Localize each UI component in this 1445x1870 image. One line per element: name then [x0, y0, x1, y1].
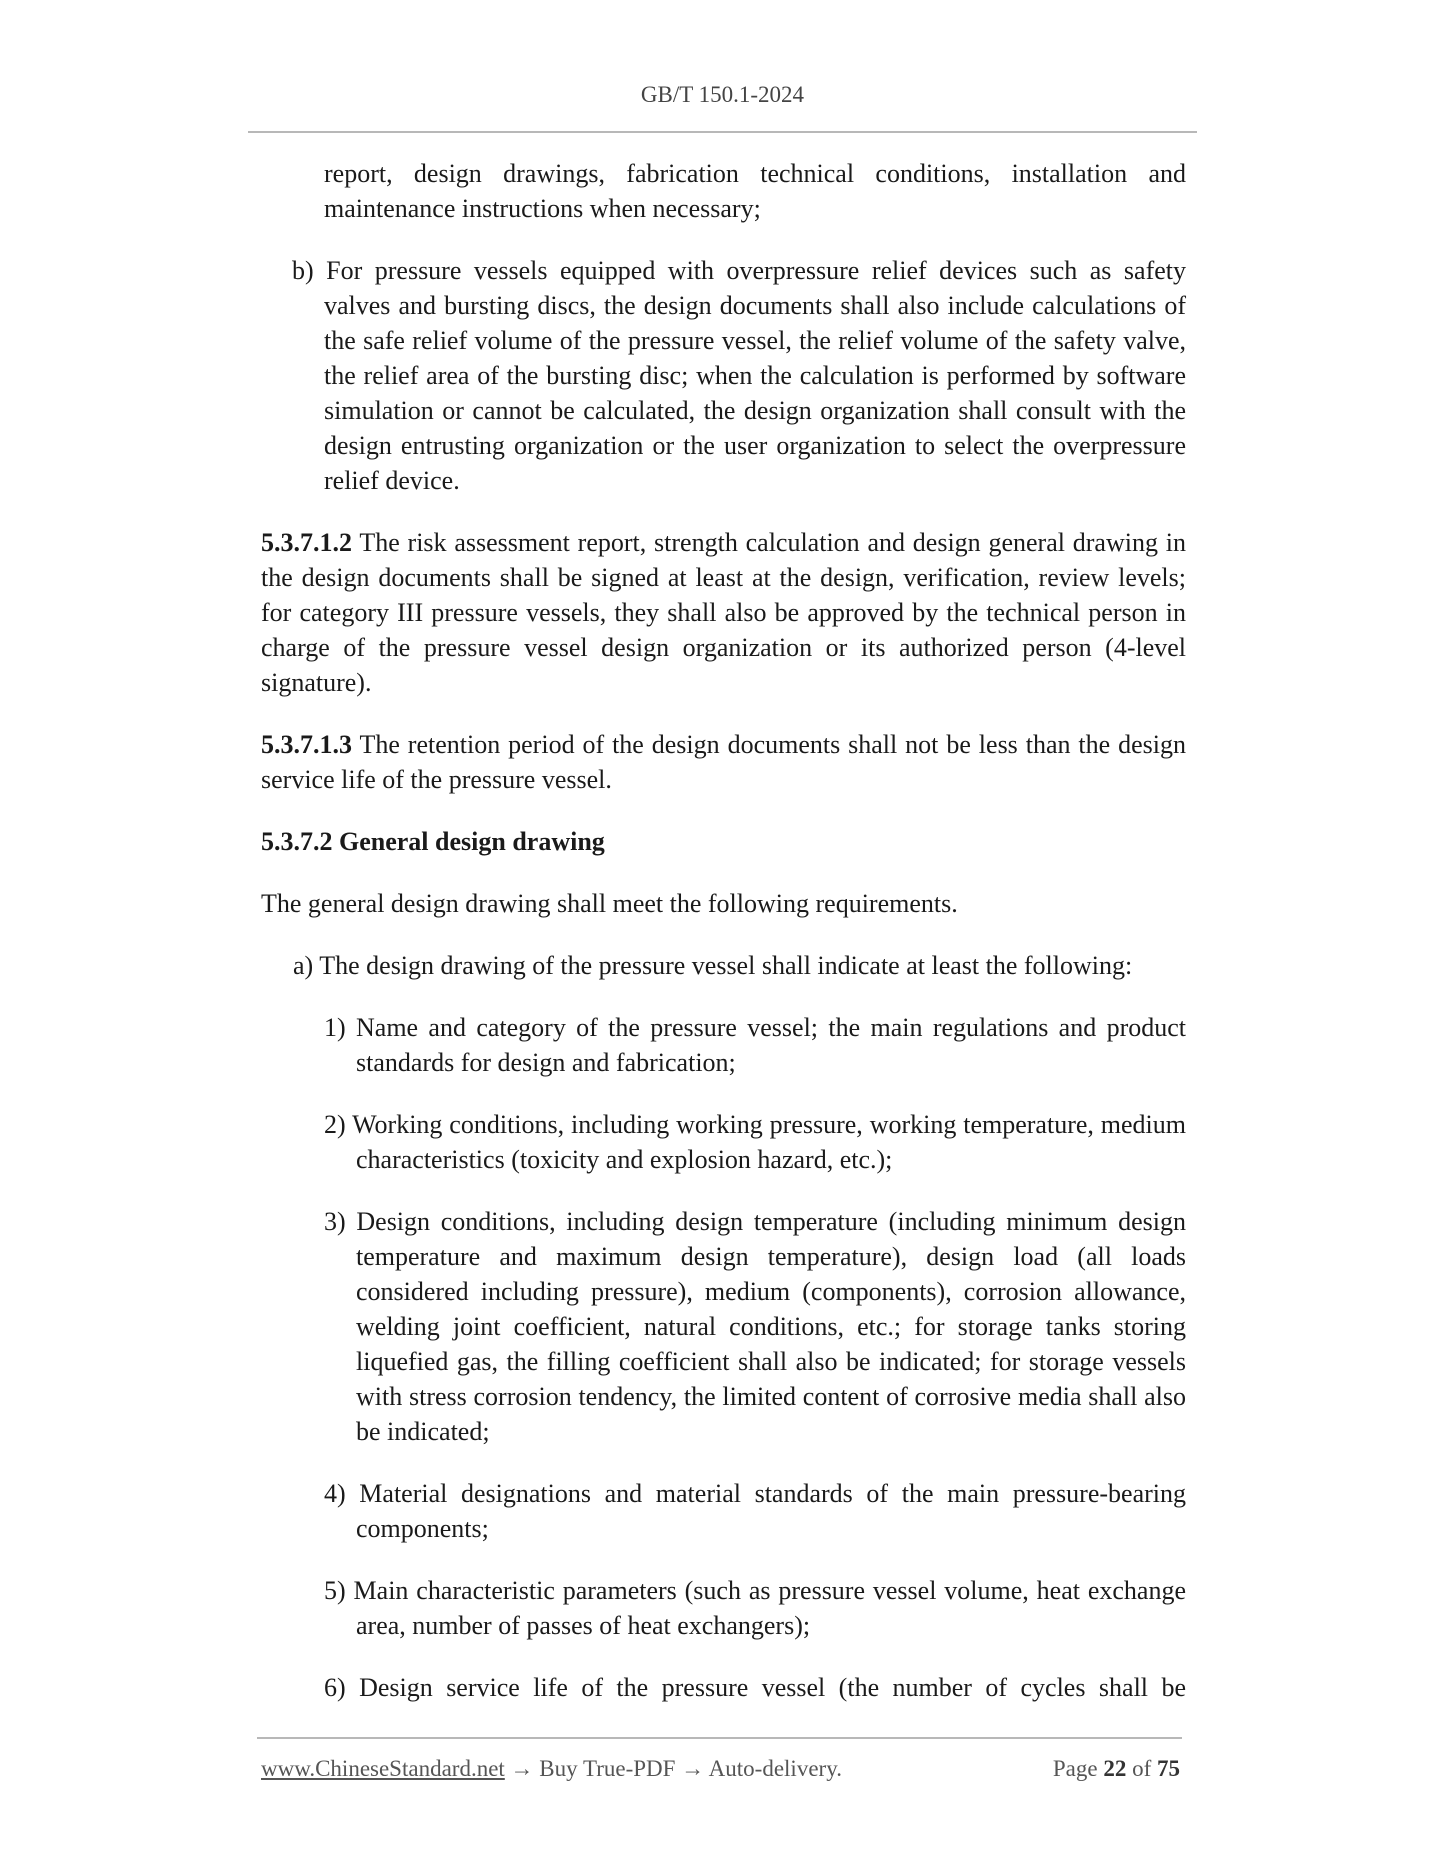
auto-delivery-text: Auto-delivery. — [708, 1756, 842, 1781]
of-label: of — [1132, 1756, 1152, 1781]
numbered-item-6: 6) Design service life of the pressure vessel (the number of cycles shall be — [324, 1673, 1186, 1702]
page-label: Page — [1052, 1756, 1098, 1781]
section-heading: 5.3.7.2 General design drawing — [261, 827, 605, 856]
clause-text: The risk assessment report, strength calculation and design general drawing in the design documents shall be signed at least at the design, verification, review levels; for category III pressure vessels, they shall also be approved by the technical person in charge of the pressure vessel design organization or its authorized person (4-level signature). — [261, 528, 1186, 697]
clause-number: 5.3.7.1.2 — [261, 528, 352, 557]
total-pages: 75 — [1157, 1756, 1180, 1781]
page-number — [1053, 1756, 1180, 1782]
header-divider — [248, 131, 1197, 133]
footer-divider — [257, 1737, 1182, 1739]
clause-5-3-7-1-2 — [261, 525, 1186, 700]
clause-5-3-7-1-3 — [261, 727, 1186, 797]
clause-text: The retention period of the design documents shall not be less than the design service life of the pressure vessel. — [261, 730, 1186, 794]
numbered-item-1: 1) Name and category of the pressure vessel; the main regulations and product standards for design and fabrication; — [324, 1013, 1186, 1077]
continuation-paragraph: report, design drawings, fabrication technical conditions, installation and maintenance instructions when necessary; — [324, 159, 1186, 223]
footer-promo — [261, 1756, 842, 1782]
numbered-item-3: 3) Design conditions, including design temperature (including minimum design temperature and maximum design temperature), design load (all loads considered including pressure), medium (components), corrosion allowance, welding joint coefficient, natural conditions, etc.; for storage tanks storing liquefied gas, the filling coefficient shall also be indicated; for storage vessels with stress corrosion tendency, the limited content of corrosive media shall also be indicated; — [324, 1207, 1186, 1446]
list-item-a: a) The design drawing of the pressure vessel shall indicate at least the following: — [293, 951, 1133, 980]
document-body — [261, 156, 1186, 1732]
page-header-title: GB/T 150.1-2024 — [640, 82, 805, 107]
clause-number: 5.3.7.1.3 — [261, 730, 352, 759]
numbered-item-2: 2) Working conditions, including working pressure, working temperature, medium characteristics (toxicity and explosion hazard, etc.); — [324, 1110, 1186, 1174]
numbered-item-5: 5) Main characteristic parameters (such as pressure vessel volume, heat exchange area, number of passes of heat exchangers); — [324, 1576, 1186, 1640]
intro-paragraph: The general design drawing shall meet the following requirements. — [261, 889, 958, 918]
numbered-item-4: 4) Material designations and material standards of the main pressure-bearing components; — [324, 1479, 1186, 1543]
arrow-right-icon: → — [681, 1756, 705, 1781]
current-page: 22 — [1103, 1756, 1127, 1781]
arrow-right-icon: → — [510, 1756, 534, 1781]
website-link[interactable]: www.ChineseStandard.net — [261, 1756, 505, 1781]
buy-pdf-text: Buy True-PDF — [539, 1756, 676, 1781]
list-item-b: b) For pressure vessels equipped with overpressure relief devices such as safety valves and bursting discs, the design documents shall also include calculations of the safe relief volume of the pressure vessel, the relief volume of the safety valve, the relief area of the bursting disc; when the calculation is performed by software simulation or cannot be calculated, the design organization shall consult with the design entrusting organization or the user organization to select the overpressure relief device. — [292, 256, 1186, 495]
